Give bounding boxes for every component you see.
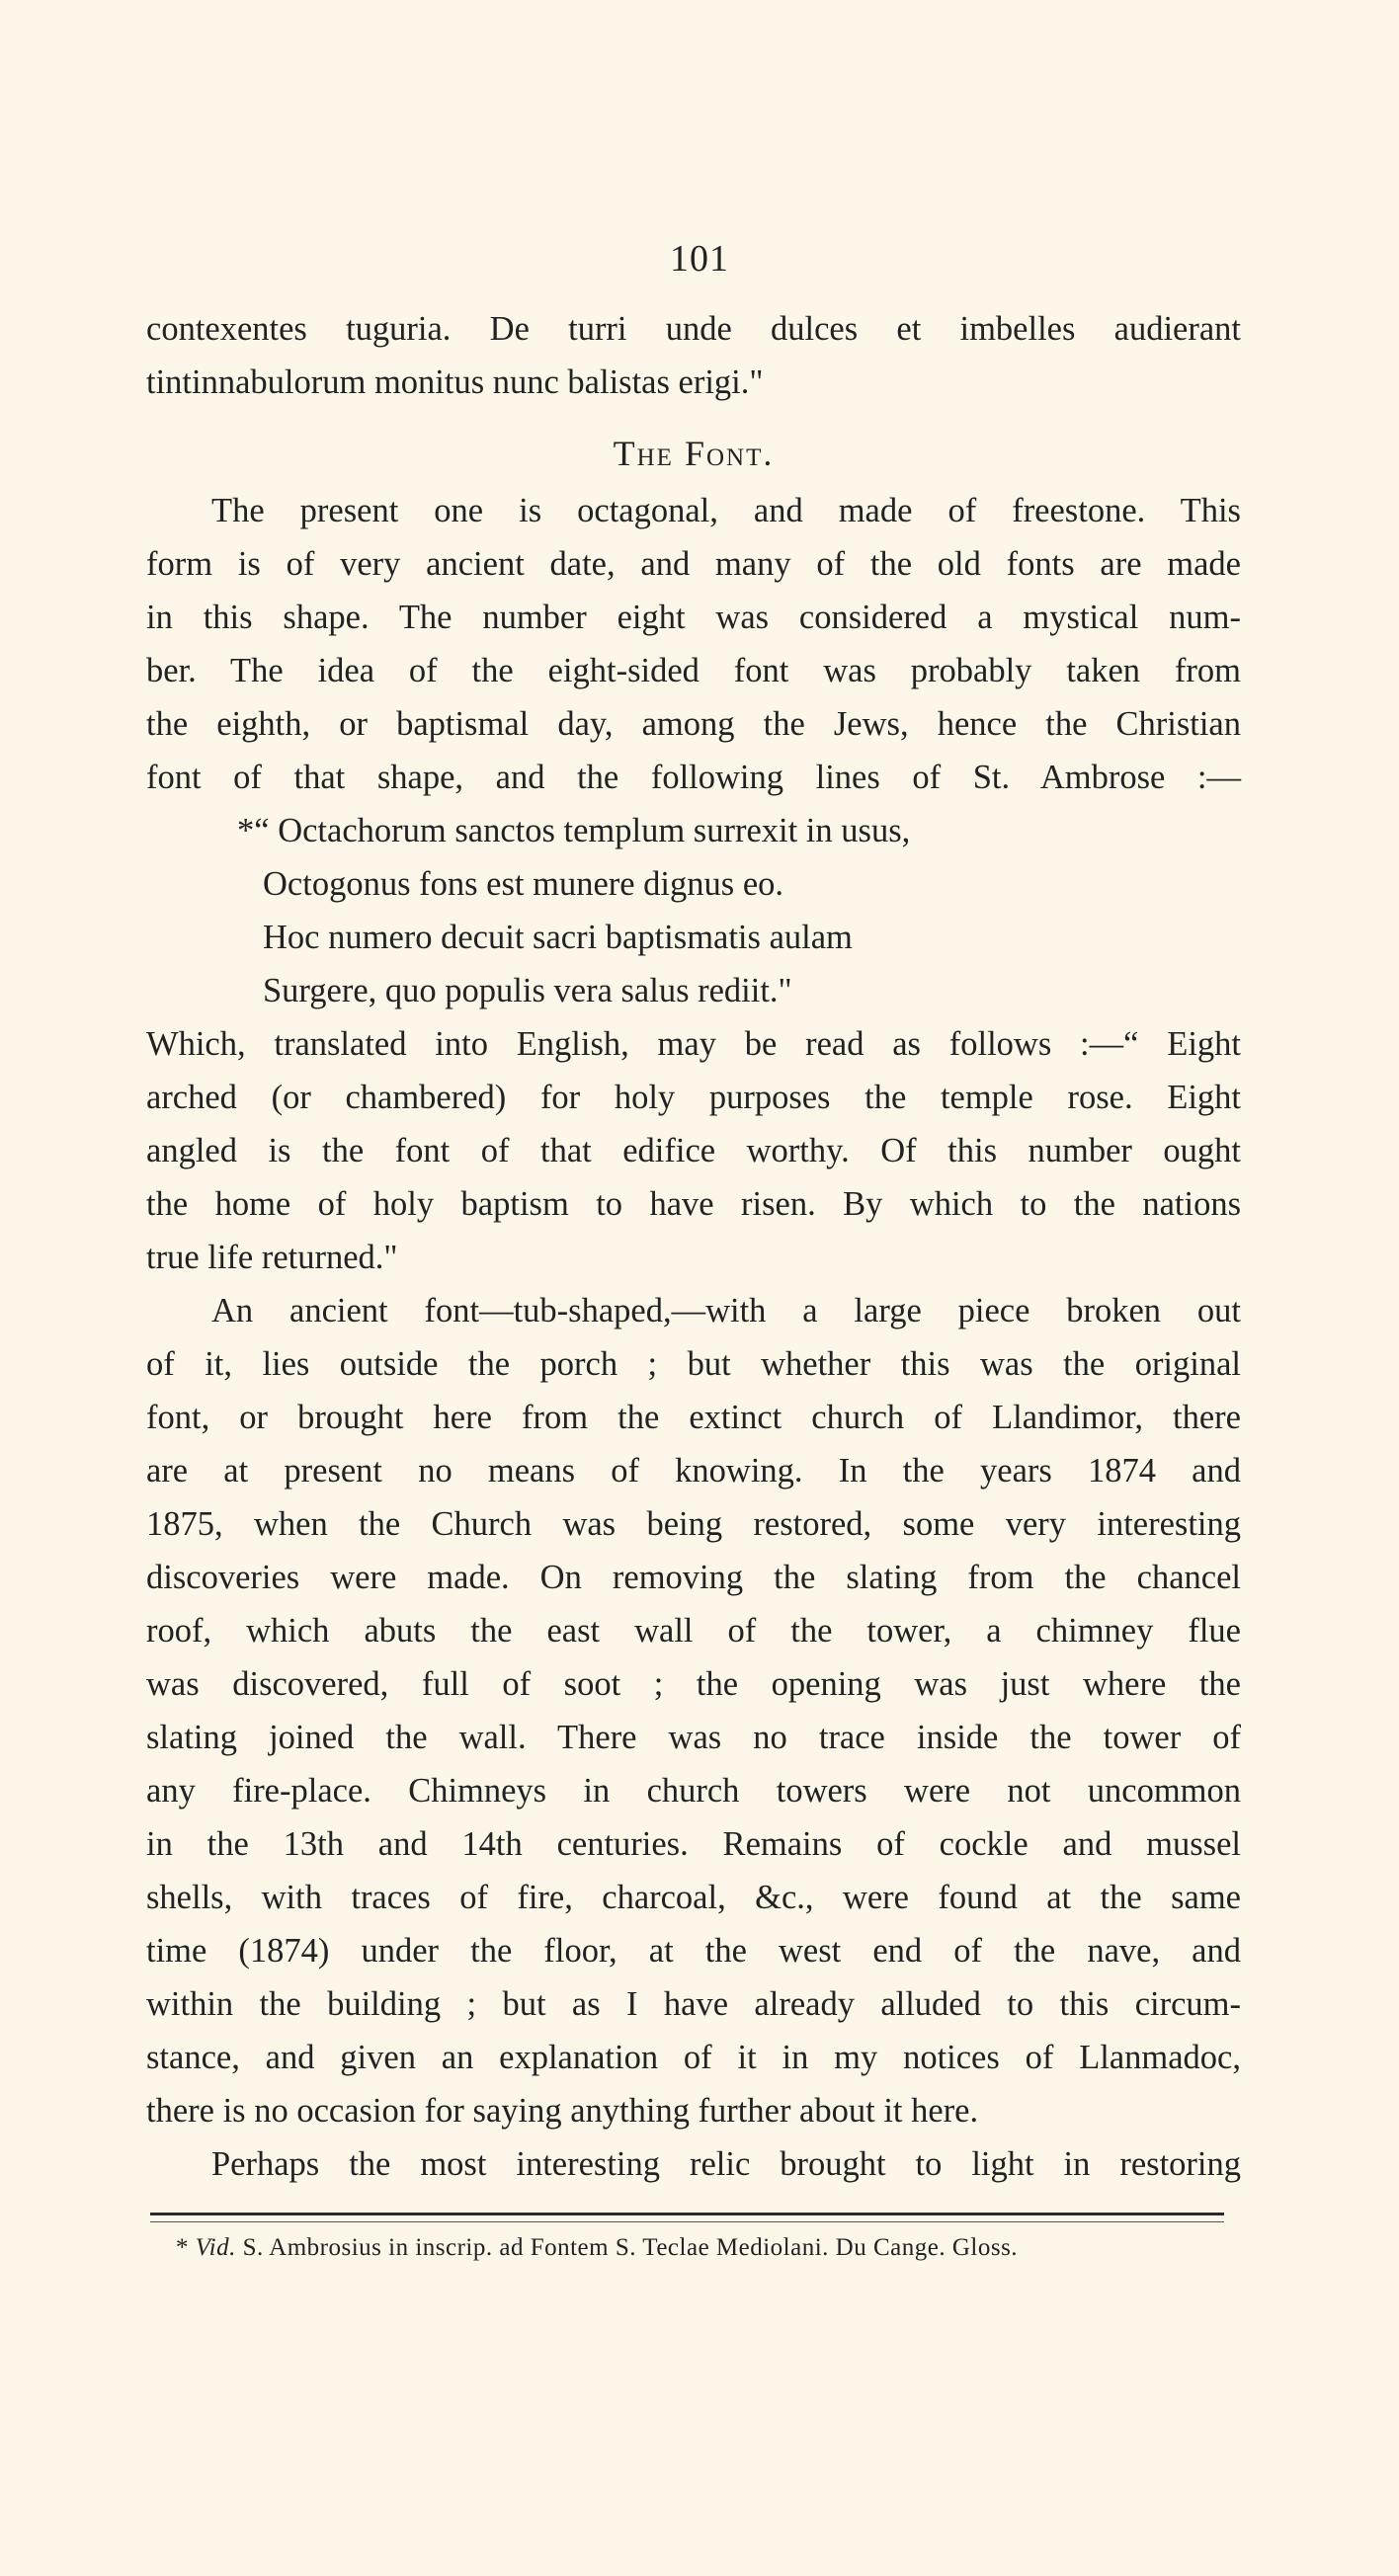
text-line: Perhaps the most interesting relic brought to light in restoring: [211, 2145, 1241, 2183]
text-line: stance, and given an explanation of it in my notices of Llanmadoc,: [146, 2039, 1241, 2076]
text-line: Which, translated into English, may be read as follows :—“ Eight: [146, 1025, 1241, 1063]
text-line: shells, with traces of fire, charcoal, &c., were found at the same: [146, 1879, 1241, 1916]
footnote: [176, 2234, 1243, 2262]
text-line: any fire-place. Chimneys in church towers were not uncommon: [146, 1772, 1241, 1810]
text-line: font, or brought here from the extinct church of Llandimor, there: [146, 1399, 1241, 1436]
page-number: 101: [670, 238, 729, 280]
text-line: was discovered, full of soot ; the opening was just where the: [146, 1665, 1241, 1703]
footnote-vid: Vid.: [195, 2234, 236, 2261]
verse-line: *“ Octachorum sanctos templum surrexit in usus,: [237, 812, 911, 849]
text-line: angled is the font of that edifice worthy. Of this number ought: [146, 1132, 1241, 1169]
text-line: the eighth, or baptismal day, among the Jews, hence the Christian: [146, 705, 1241, 743]
text-line: the home of holy baptism to have risen. By which to the nations: [146, 1185, 1241, 1223]
text-line: ber. The idea of the eight-sided font was probably taken from: [146, 652, 1241, 689]
continuation-paragraph: [146, 302, 1241, 409]
text-line: roof, which abuts the east wall of the tower, a chimney flue: [146, 1612, 1241, 1650]
paragraph-translation: [146, 1017, 1241, 1284]
text-line: true life returned.": [146, 1239, 398, 1276]
footnote-rule: [150, 2213, 1224, 2215]
footnote-text: S. Ambrosius in inscrip. ad Fontem S. Teclae Mediolani. Du Cange. Gloss.: [242, 2234, 1019, 2261]
page-body: [146, 302, 1241, 2191]
text-line: tintinnabulorum monitus nunc balistas erigi.": [146, 363, 764, 401]
section-heading: The Font.: [613, 434, 775, 473]
paragraph-font-description: [146, 484, 1241, 804]
text-line: discoveries were made. On removing the slating from the chancel: [146, 1559, 1241, 1596]
latin-verse: [146, 804, 1241, 1017]
text-line: time (1874) under the floor, at the west end of the nave, and: [146, 1932, 1241, 1970]
footnote-marker: *: [176, 2234, 189, 2261]
text-line: in this shape. The number eight was considered a mystical num-: [146, 599, 1241, 636]
text-line: of it, lies outside the porch ; but whether this was the original: [146, 1345, 1241, 1383]
text-line: font of that shape, and the following lines of St. Ambrose :—: [146, 759, 1241, 796]
text-line: arched (or chambered) for holy purposes the temple rose. Eight: [146, 1079, 1241, 1116]
text-line: 1875, when the Church was being restored, some very interesting: [146, 1505, 1241, 1543]
verse-line: Surgere, quo populis vera salus rediit.": [263, 972, 792, 1009]
verse-line: Octogonus fons est munere dignus eo.: [263, 865, 784, 903]
text-line: contexentes tuguria. De turri unde dulces et imbelles audierant: [146, 310, 1241, 348]
text-line: form is of very ancient date, and many of the old fonts are made: [146, 545, 1241, 583]
text-line: there is no occasion for saying anything further about it here.: [146, 2092, 979, 2130]
text-line: slating joined the wall. There was no trace inside the tower of: [146, 1719, 1241, 1756]
text-line: The present one is octagonal, and made of freestone. This: [211, 492, 1241, 529]
paragraph-ancient-font: [146, 1284, 1241, 2137]
footnote-rule-thin: [150, 2221, 1224, 2222]
verse-line: Hoc numero decuit sacri baptismatis aulam: [263, 919, 853, 956]
text-line: in the 13th and 14th centuries. Remains of cockle and mussel: [146, 1825, 1241, 1863]
paragraph-relic: [146, 2137, 1241, 2191]
text-line: An ancient font—tub-shaped,—with a large piece broken out: [211, 1292, 1241, 1329]
text-line: are at present no means of knowing. In the years 1874 and: [146, 1452, 1241, 1489]
text-line: within the building ; but as I have already alluded to this circum-: [146, 1985, 1241, 2023]
